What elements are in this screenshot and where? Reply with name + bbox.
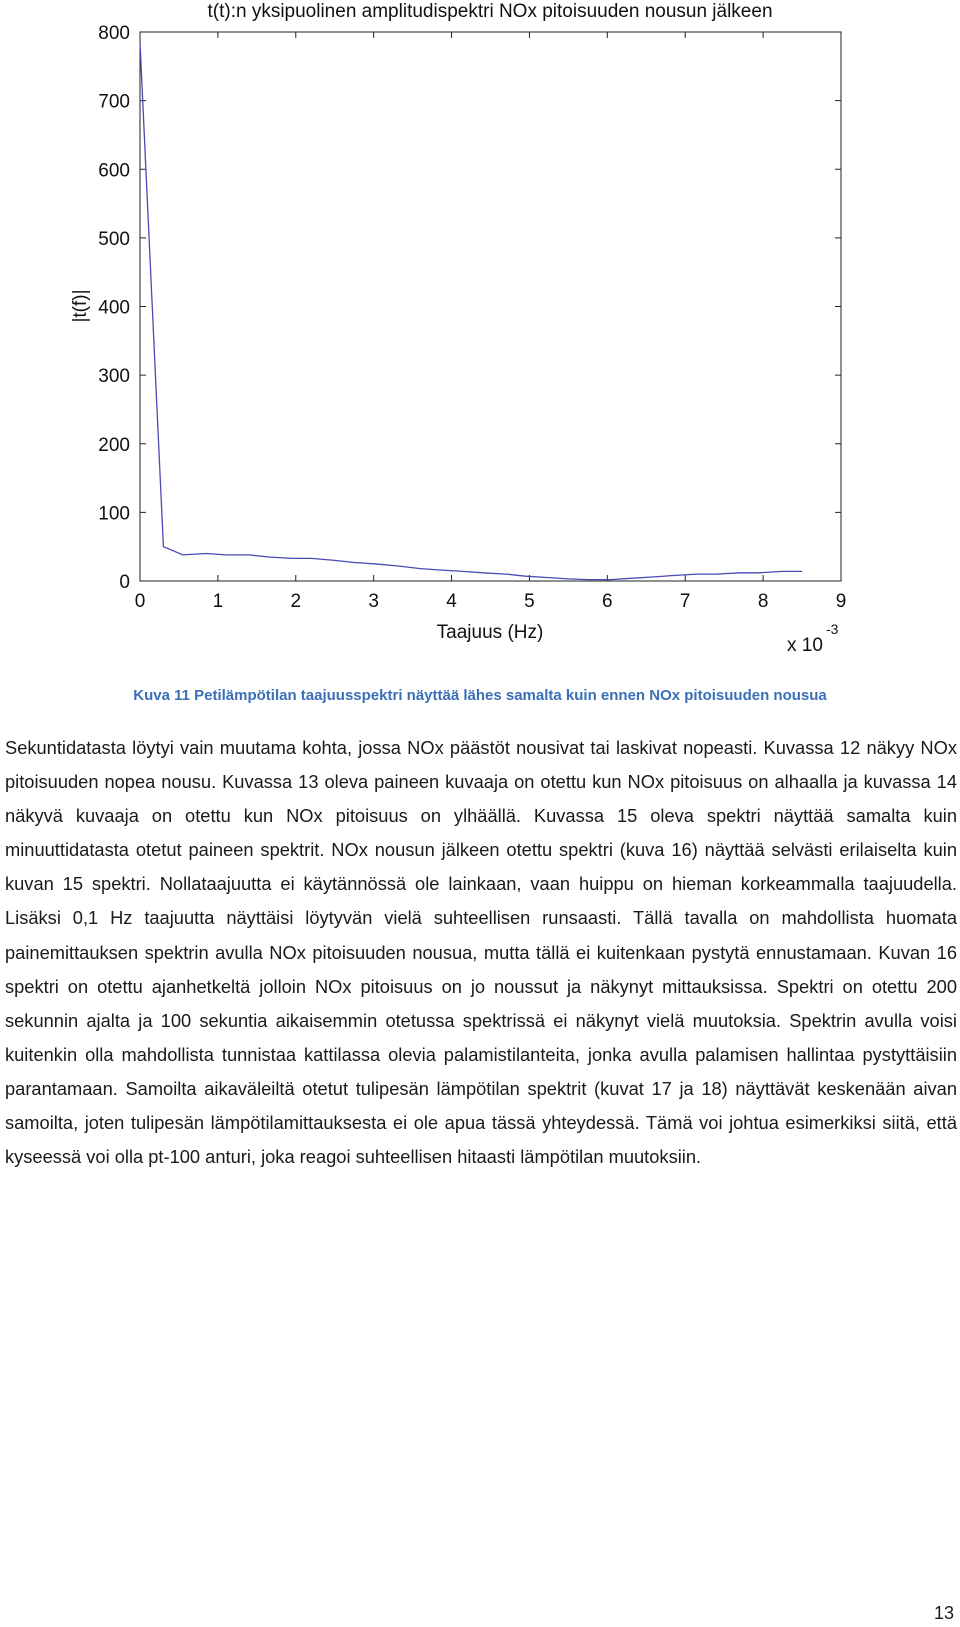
x-tick-label: 0 [134,591,146,612]
x-tick-label: 5 [524,591,535,612]
x-axis-multiplier: x 10 [787,635,823,656]
y-tick-label: 0 [119,572,130,593]
x-tick-label: 1 [212,591,224,612]
plot-frame [140,32,841,581]
y-tick-label: 500 [98,228,130,250]
y-tick-label: 700 [98,91,130,113]
y-tick-label: 800 [98,23,130,44]
x-axis-label: Taajuus (Hz) [436,622,544,643]
x-tick-label: 4 [446,591,457,612]
x-tick-label: 3 [368,591,379,612]
y-tick-label: 300 [98,366,130,388]
spectrum-chart [0,0,960,670]
y-axis-label: |t(f)| [70,289,91,323]
body-paragraph: Sekuntidatasta löytyi vain muutama kohta, jossa NOx päästöt nousivat tai laskivat nopeasti. Kuvassa 12 näkyy NOx pitoisuuden nopea nousu. Kuvassa 13 oleva paineen kuvaaja on otettu kun NOx pitoisuus on alhaalla ja kuvassa 14 näkyvä kuvaaja on otettu kun NOx pitoisuus on ylhäällä. Kuvassa 15 oleva spektri näyttää samalta kuin minuuttidatasta otetut paineen spektrit. NOx nousun jälkeen otettu spektri (kuva 16) näyttää selvästi erilaiselta kuin kuvan 15 spektri. Nollataajuutta ei käytännössä ole lainkaan, vaan huippu on hieman korkeammalla taajuudella. Lisäksi 0,1 Hz taajuutta näyttäisi löytyvän vielä suhteellisen runsaasti. Tällä tavalla on mahdollista huomata painemittauksen spektrin avulla NOx pitoisuuden nousua, mutta tällä ei kuitenkaan pystytä ennustamaan. Kuvan 16 spektri on otettu ajanhetkeltä jolloin NOx pitoisuus on jo noussut ja näkynyt mittauksissa. Spektri on otettu 200 sekunnin ajalta ja 100 sekuntia aikaisemmin otetussa spektrissä ei näkynyt vielä muutoksia. Spektrin avulla voisi kuitenkin olla mahdollista tunnistaa kattilassa olevia palamistilanteita, jonka avulla palamisen hallintaa pystyttäisiin parantamaan. Samoilta aikaväleiltä otetut tulipesän lämpötilan spektrit (kuvat 17 ja 18) näyttävät keskenään aivan samoilta, joten tulipesän lämpötilamittauksesta ei ole apua tässä yhteydessä. Tämä voi johtua esimerkiksi siitä, että kyseessä voi olla pt-100 anturi, joka reagoi suhteellisen hitaasti lämpötilan muutoksiin. [5,737,957,1168]
x-tick-label: 6 [602,591,613,612]
y-tick-label: 100 [98,503,130,525]
x-tick-label: 9 [835,591,847,612]
chart-title: t(t):n yksipuolinen amplitudispektri NOx pitoisuuden nousun jälkeen [207,1,773,22]
page-number: 13 [933,1603,954,1623]
x-tick-label: 8 [757,591,769,612]
y-axis [98,23,841,593]
x-axis-multiplier-exponent: -3 [826,621,839,637]
series-line [140,42,802,579]
y-tick-label: 200 [98,434,130,456]
x-axis [135,32,847,612]
y-tick-label: 400 [98,297,130,319]
y-tick-label: 600 [98,160,130,182]
figure-caption: Kuva 11 Petilämpötilan taajuusspektri näyttää lähes samalta kuin ennen NOx pitoisuuden nousua [133,687,827,704]
x-tick-label: 7 [679,591,691,612]
x-tick-label: 2 [290,591,302,612]
